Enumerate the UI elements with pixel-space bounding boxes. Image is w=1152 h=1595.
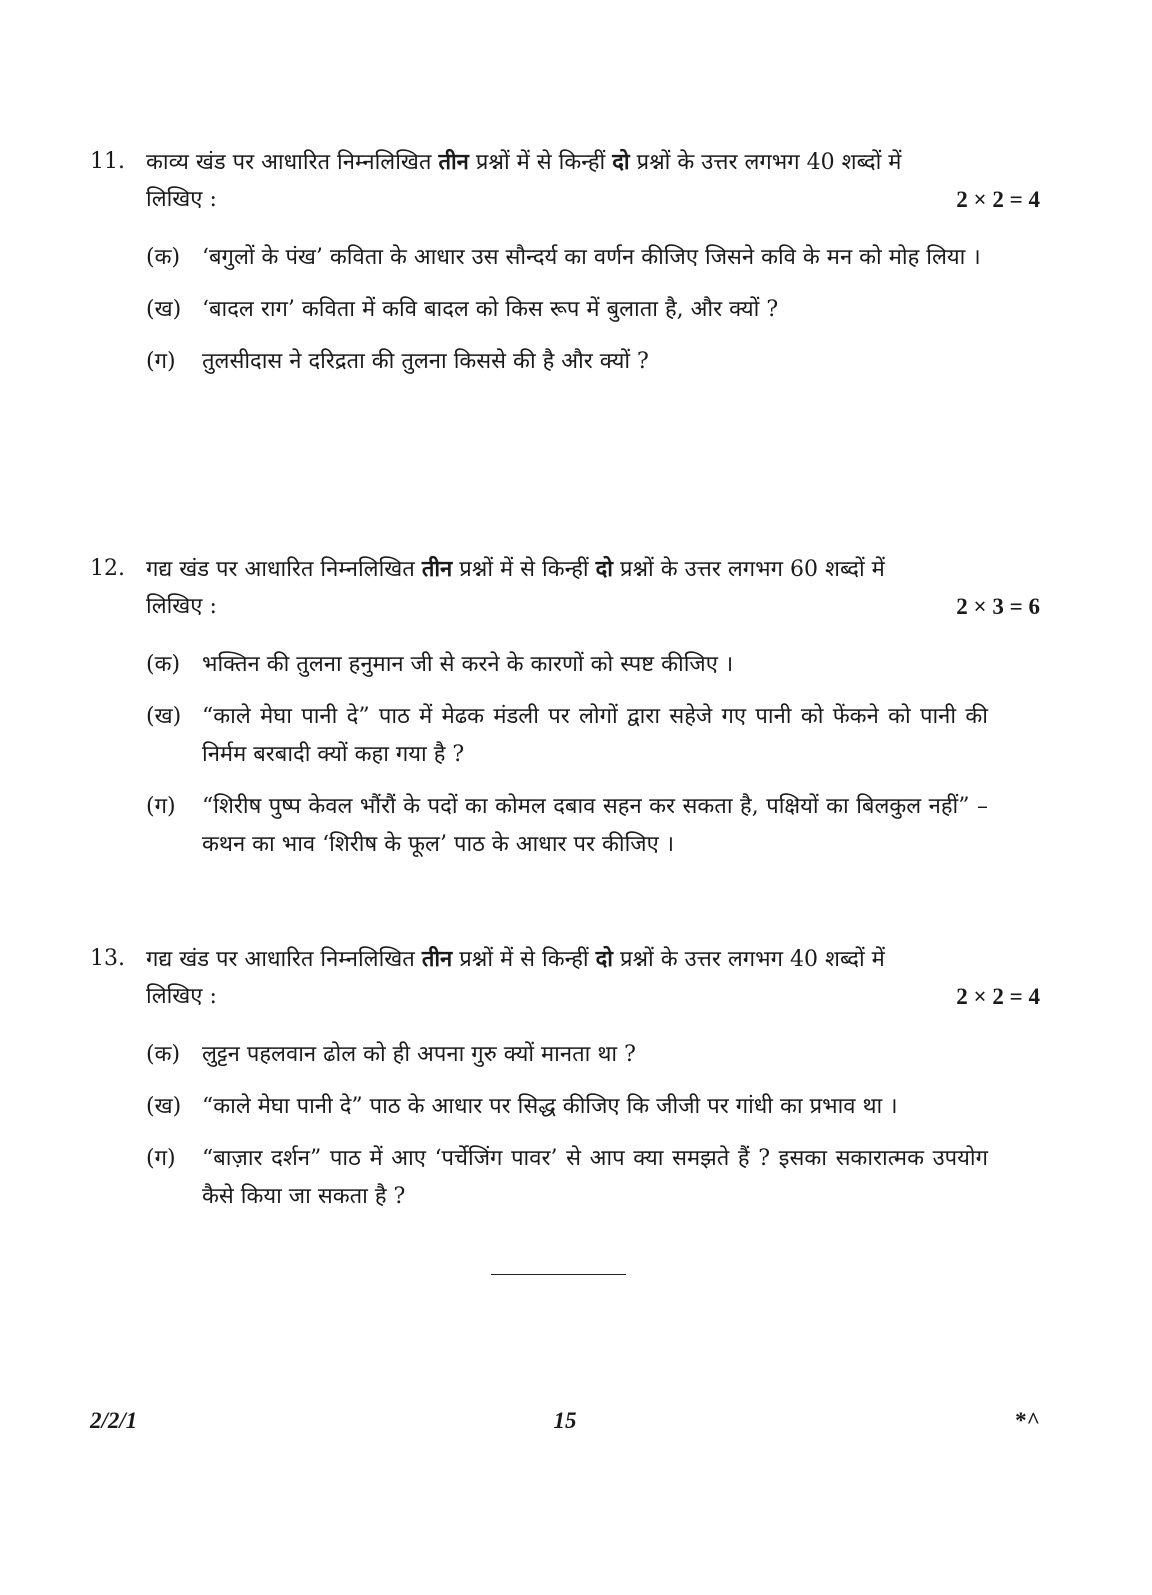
option-ga (90, 788, 1040, 864)
option-label: (क) (146, 245, 181, 270)
stem-bold-choice: दो (595, 556, 613, 582)
option-kha (90, 291, 1040, 329)
stem-bold-choice: दो (612, 149, 630, 175)
option-ka (90, 239, 1040, 277)
option-label: (ख) (146, 704, 182, 729)
question-number: 13. (90, 946, 125, 971)
stem-text: गद्य खंड पर आधारित निम्नलिखित (146, 947, 422, 972)
option-label: (ग) (146, 794, 176, 819)
option-text: ‘बादल राग’ कविता में कवि बादल को किस रूप में बुलाता है, और क्यों ? (202, 297, 779, 322)
option-label: (ग) (146, 1146, 176, 1171)
stem-text: प्रश्नों के उत्तर लगभग 40 शब्दों में (612, 947, 885, 972)
question-stem (90, 143, 1040, 181)
question-number: 12. (90, 556, 125, 581)
paper-code: 2/2/1 (90, 1408, 138, 1433)
question-number: 11. (90, 149, 125, 174)
option-label: (ख) (146, 297, 182, 322)
stem-text: प्रश्नों के उत्तर लगभग 60 शब्दों में (612, 557, 885, 582)
option-label: (क) (146, 1042, 181, 1067)
question-text (146, 143, 901, 182)
option-label: (क) (146, 652, 181, 677)
end-divider (491, 1274, 626, 1275)
question-stem-line2 (90, 978, 1040, 1016)
stem-bold-count: तीन (438, 149, 469, 175)
footer-mark: *^ (1015, 1408, 1040, 1433)
instruction-text: लिखिए : (146, 594, 217, 619)
question-11 (90, 143, 1040, 381)
option-text: “काले मेघा पानी दे” पाठ में मेढक मंडली पर लोगों द्वारा सहेजे गए पानी को फेंकने को पानी की निर्मम बरबादी क्यों कहा गया है ? (202, 704, 988, 767)
option-ka (90, 646, 1040, 684)
option-label: (ग) (146, 349, 176, 374)
instruction-text: लिखिए : (146, 984, 217, 1009)
option-label: (ख) (146, 1094, 182, 1119)
stem-text: गद्य खंड पर आधारित निम्नलिखित (146, 557, 422, 582)
question-12 (90, 550, 1040, 864)
marks: 2 × 3 = 6 (956, 594, 1040, 619)
marks: 2 × 2 = 4 (956, 984, 1040, 1009)
question-stem (90, 550, 1040, 588)
question-text (146, 550, 885, 589)
question-stem (90, 940, 1040, 978)
stem-bold-choice: दो (595, 946, 613, 972)
question-text (146, 940, 885, 979)
option-text: “काले मेघा पानी दे” पाठ के आधार पर सिद्ध कीजिए कि जीजी पर गांधी का प्रभाव था । (202, 1094, 898, 1119)
option-ga (90, 1140, 1040, 1216)
instruction-text: लिखिए : (146, 187, 217, 212)
stem-text: काव्य खंड पर आधारित निम्नलिखित (146, 150, 439, 175)
page-footer (90, 1408, 1040, 1442)
option-text: “शिरीष पुष्प केवल भौंरौं के पदों का कोमल दबाव सहन कर सकता है, पक्षियों का बिलकुल नहीं” – कथन का भाव ‘शिरीष के फूल’ पाठ के आधार पर कीजिए । (202, 794, 988, 857)
question-stem-line2 (90, 181, 1040, 219)
option-text: तुलसीदास ने दरिद्रता की तुलना किससे की है और क्यों ? (202, 349, 649, 374)
stem-text: प्रश्नों के उत्तर लगभग 40 शब्दों में (629, 150, 902, 175)
option-kha (90, 698, 1040, 774)
option-text: “बाज़ार दर्शन” पाठ में आए ‘पर्चेजिंग पावर’ से आप क्या समझते हैं ? इसका सकारात्मक उपयोग कैसे किया जा सकता है ? (202, 1146, 988, 1209)
stem-text: प्रश्नों में से किन्हीं (452, 557, 596, 582)
stem-text: प्रश्नों में से किन्हीं (452, 947, 596, 972)
option-text: भक्तिन की तुलना हनुमान जी से करने के कारणों को स्पष्ट कीजिए । (202, 652, 734, 677)
option-ga (90, 343, 1040, 381)
question-stem-line2 (90, 588, 1040, 626)
stem-text: प्रश्नों में से किन्हीं (468, 150, 613, 175)
option-text: लुट्टन पहलवान ढोल को ही अपना गुरु क्यों मानता था ? (202, 1042, 636, 1067)
marks: 2 × 2 = 4 (956, 187, 1040, 212)
option-kha (90, 1088, 1040, 1126)
question-13 (90, 940, 1040, 1216)
stem-bold-count: तीन (421, 556, 453, 582)
stem-bold-count: तीन (421, 946, 453, 972)
page-number: 15 (553, 1408, 577, 1433)
option-text: ‘बगुलों के पंख’ कविता के आधार उस सौन्दर्य का वर्णन कीजिए जिसने कवि के मन को मोह लिया । (202, 245, 981, 270)
option-ka (90, 1036, 1040, 1074)
